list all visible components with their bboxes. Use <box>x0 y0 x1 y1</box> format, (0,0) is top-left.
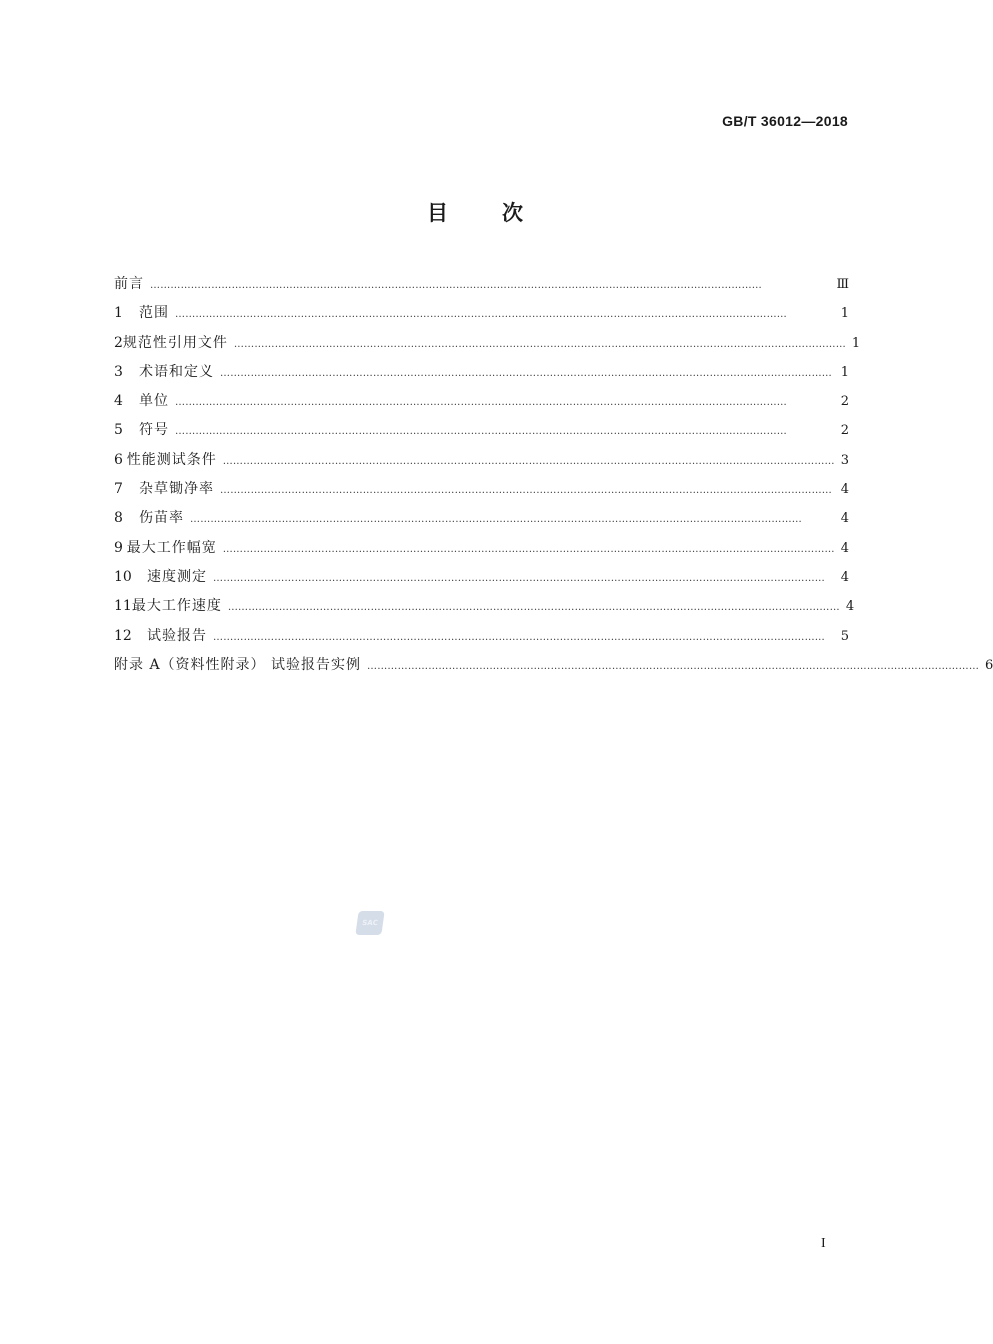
toc-dot-leader: ……………………………………………………………………………………………………………………………………………………………… <box>227 602 840 614</box>
toc-entry-number: 1 <box>114 305 123 322</box>
toc-entry-number: 4 <box>114 393 123 410</box>
toc-entry-label: 符号 <box>139 422 169 439</box>
toc-entry-page: 6 <box>985 657 993 673</box>
toc-entry-label: 规范性引用文件 <box>122 334 228 351</box>
toc-entry-label: 单位 <box>139 393 169 410</box>
toc-entry-page: 4 <box>845 599 855 615</box>
watermark-text: SAC <box>361 919 379 927</box>
toc-entry-number: 12 <box>114 627 132 644</box>
toc-entry-label: 前言 <box>114 276 144 292</box>
toc-entry-page: 4 <box>840 482 849 498</box>
page-number: I <box>821 1236 826 1251</box>
toc-entry-page: 4 <box>840 511 849 527</box>
toc-entry-number: 11 <box>114 598 132 615</box>
toc-entry-number: 9 <box>114 539 123 556</box>
toc-entry-12[interactable] <box>114 622 849 651</box>
toc-entry-2[interactable] <box>114 329 861 358</box>
toc-entry-page: 4 <box>840 540 849 556</box>
toc-dot-leader: ……………………………………………………………………………………………………………………………………………………………… <box>222 543 835 555</box>
toc-entry-8[interactable] <box>114 504 849 533</box>
toc-entry-page: 2 <box>840 423 849 439</box>
toc-dot-leader: ……………………………………………………………………………………………………………………………………………………………… <box>220 367 832 379</box>
toc-entry-page: 5 <box>840 628 849 644</box>
toc-entry-number: 10 <box>114 568 132 585</box>
sac-logo-icon <box>355 911 384 935</box>
toc-title <box>0 197 950 227</box>
toc-entry-number: 7 <box>114 481 123 498</box>
toc-entry-page: 3 <box>840 452 849 468</box>
toc-entry-number: 6 <box>114 451 123 468</box>
toc-entry-foreword[interactable] <box>114 270 849 299</box>
toc-dot-leader: ……………………………………………………………………………………………………………………………………………………………… <box>222 455 835 467</box>
toc-entry-label: 杂草锄净率 <box>139 481 214 498</box>
toc-entry-label: 术语和定义 <box>139 363 214 380</box>
toc-entry-label: 附录 A（资料性附录） 试验报告实例 <box>114 656 362 673</box>
toc-dot-leader: ……………………………………………………………………………………………………………………………………………………………… <box>213 572 825 584</box>
toc-entry-10[interactable] <box>114 563 849 592</box>
toc-entry-1[interactable] <box>114 299 849 328</box>
toc-entry-page: 2 <box>840 394 849 410</box>
toc-entry-number: 5 <box>114 422 123 439</box>
toc-entry-label: 伤苗率 <box>139 510 184 527</box>
toc-dot-leader: ……………………………………………………………………………………………………………………………………………………………… <box>213 631 825 643</box>
toc-entry-label: 范围 <box>139 305 169 322</box>
toc-entry-number: 3 <box>114 363 123 380</box>
toc-dot-leader: ……………………………………………………………………………………………………………………………………………………………… <box>150 280 762 291</box>
table-of-contents <box>114 270 993 680</box>
toc-title-char-2: 次 <box>502 201 523 225</box>
toc-dot-leader: ……………………………………………………………………………………………………………………………………………………………… <box>175 397 787 409</box>
toc-entry-page: 1 <box>840 364 849 380</box>
toc-entry-page: 4 <box>840 569 849 585</box>
toc-entry-number: 2 <box>114 334 123 351</box>
toc-entry-9[interactable] <box>114 534 849 563</box>
toc-dot-leader: ……………………………………………………………………………………………………………………………………………………………… <box>233 338 846 350</box>
toc-entry-page: 1 <box>851 335 861 351</box>
toc-entry-3[interactable] <box>114 358 849 387</box>
toc-entry-11[interactable] <box>114 592 855 621</box>
toc-entry-label: 性能测试条件 <box>126 451 217 468</box>
toc-dot-leader: ……………………………………………………………………………………………………………………………………………………………… <box>367 660 980 672</box>
toc-entry-appendix-a[interactable] <box>114 651 993 680</box>
toc-dot-leader: ……………………………………………………………………………………………………………………………………………………………… <box>190 514 802 526</box>
toc-entry-5[interactable] <box>114 416 849 445</box>
toc-entry-label: 最大工作幅宽 <box>126 539 217 556</box>
toc-title-char-1: 目 <box>427 201 448 225</box>
toc-dot-leader: ……………………………………………………………………………………………………………………………………………………………… <box>175 426 787 438</box>
toc-dot-leader: ……………………………………………………………………………………………………………………………………………………………… <box>175 309 787 321</box>
toc-entry-6[interactable] <box>114 446 849 475</box>
toc-entry-label: 试验报告 <box>147 627 207 644</box>
toc-entry-page: 1 <box>840 306 849 322</box>
toc-entry-number: 8 <box>114 510 123 527</box>
toc-entry-4[interactable] <box>114 387 849 416</box>
toc-entry-label: 最大工作速度 <box>131 598 222 615</box>
standard-code: GB/T 36012—2018 <box>722 113 848 129</box>
toc-entry-label: 速度测定 <box>147 568 207 585</box>
toc-entry-page: Ⅲ <box>836 277 849 292</box>
toc-dot-leader: ……………………………………………………………………………………………………………………………………………………………… <box>220 485 832 497</box>
toc-entry-7[interactable] <box>114 475 849 504</box>
